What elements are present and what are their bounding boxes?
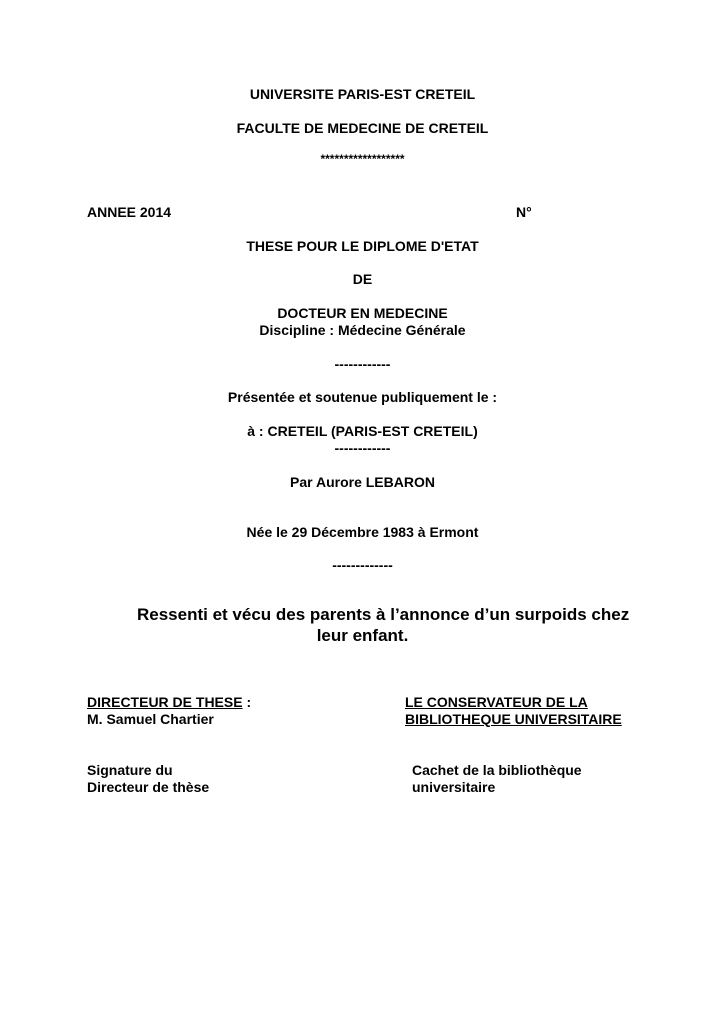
- director-label: DIRECTEUR DE THESE: [87, 694, 243, 710]
- separator-3: -------------: [332, 557, 393, 573]
- location-line: à : CRETEIL (PARIS-EST CRETEIL): [247, 423, 478, 439]
- signature-line-1: Signature du: [87, 762, 173, 778]
- thesis-line-1: THESE POUR LE DIPLOME D'ETAT: [246, 238, 479, 254]
- thesis-title-line-1: Ressenti et vécu des parents à l’annonce d’un surpoids chez: [137, 605, 630, 624]
- director-colon: :: [242, 694, 252, 710]
- curator-label-line-1: LE CONSERVATEUR DE LA: [405, 694, 588, 710]
- separator-1: ------------: [334, 356, 391, 372]
- discipline: Discipline : Médecine Générale: [259, 322, 466, 338]
- curator-label-line-2: BIBLIOTHEQUE UNIVERSITAIRE: [405, 711, 622, 727]
- signature-line-2: Directeur de thèse: [87, 779, 210, 795]
- presentation-line: Présentée et soutenue publiquement le :: [227, 389, 498, 405]
- director-heading: [87, 694, 251, 711]
- stamp-line-1: Cachet de la bibliothèque: [412, 762, 582, 778]
- thesis-line-2: DE: [352, 271, 373, 287]
- thesis-line-3: DOCTEUR EN MEDECINE: [277, 305, 448, 321]
- faculty-name: FACULTE DE MEDECINE DE CRETEIL: [236, 120, 489, 136]
- year-label: ANNEE 2014: [87, 204, 172, 220]
- separator-2: ------------: [334, 440, 391, 456]
- author-line: Par Aurore LEBARON: [290, 474, 435, 490]
- university-name: UNIVERSITE PARIS-EST CRETEIL: [249, 86, 476, 102]
- director-name: M. Samuel Chartier: [87, 711, 214, 727]
- stars-separator: ******************: [320, 152, 405, 166]
- thesis-title-line-2: leur enfant.: [316, 626, 409, 645]
- birth-line: Née le 29 Décembre 1983 à Ermont: [246, 524, 479, 540]
- stamp-line-2: universitaire: [412, 779, 496, 795]
- thesis-number-label: N°: [516, 204, 532, 220]
